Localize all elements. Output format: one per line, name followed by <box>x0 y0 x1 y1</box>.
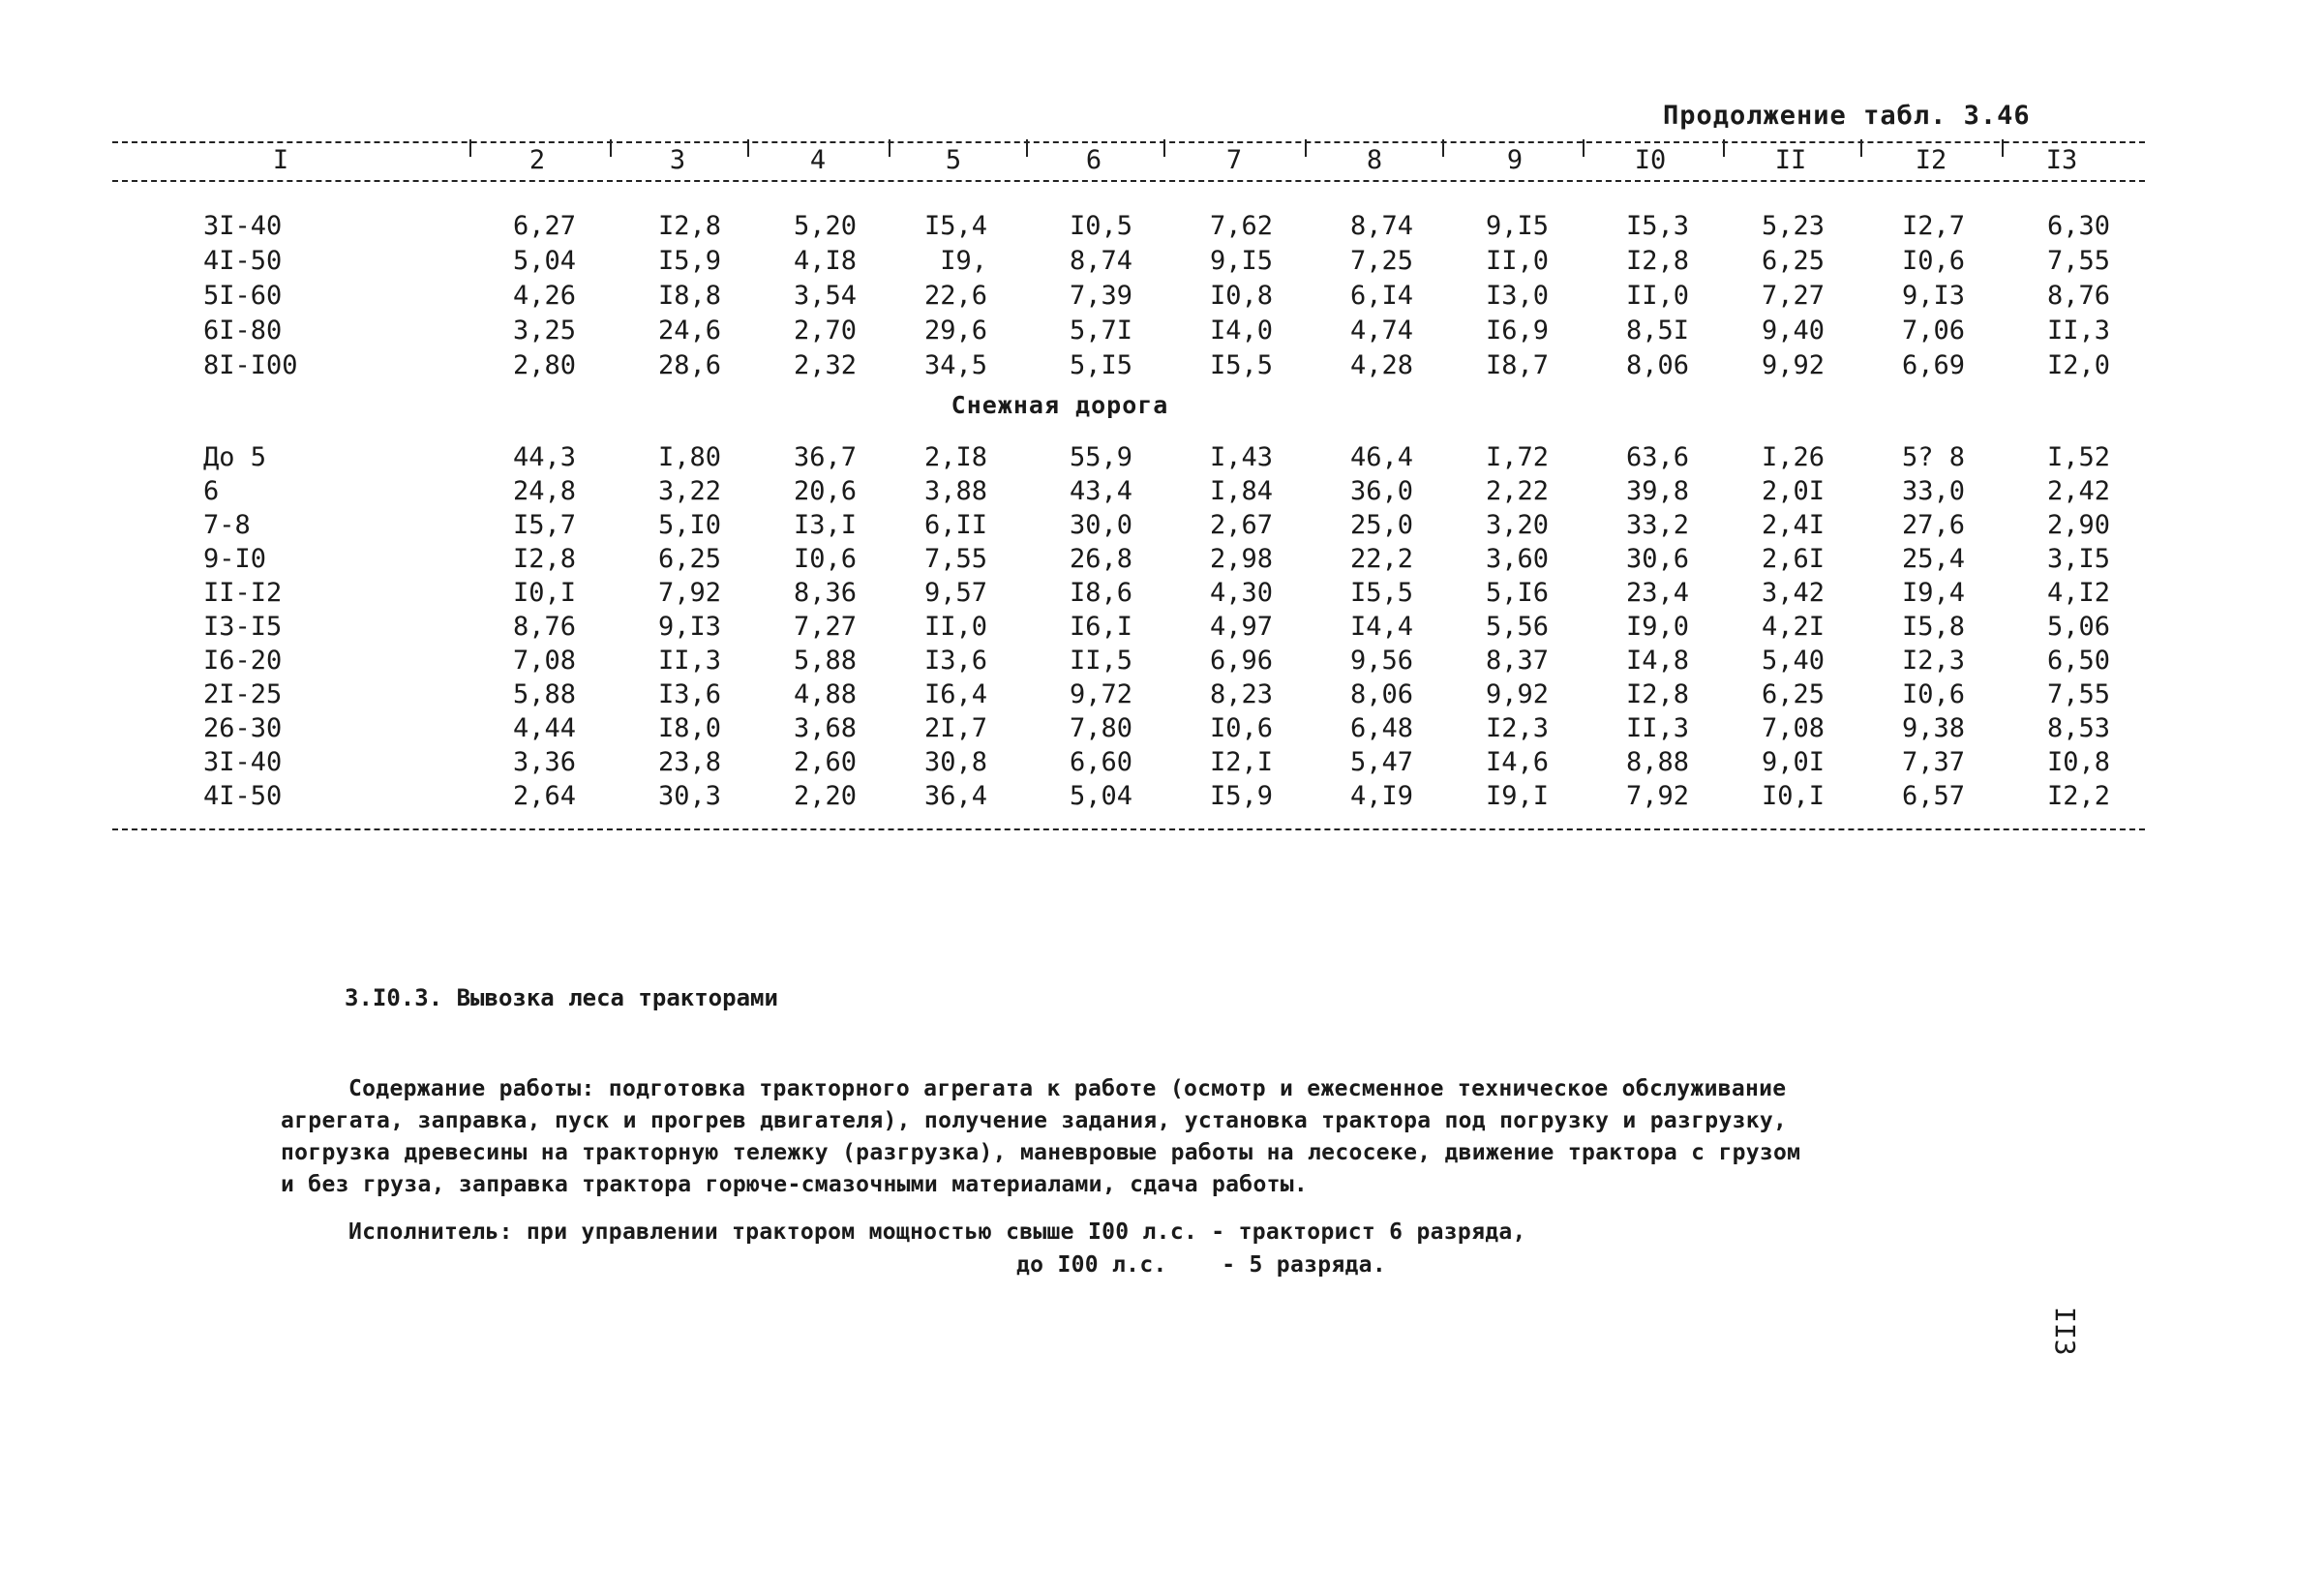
table-cell: 4,30 <box>1209 578 1273 608</box>
table-cell: 4,97 <box>1209 612 1273 642</box>
table-cell: 4,28 <box>1349 350 1413 380</box>
table-cell: I3,I <box>793 510 857 540</box>
table-cell: 29,6 <box>923 316 987 346</box>
table-cell: I0,5 <box>1069 211 1132 241</box>
table-cell: 8,37 <box>1485 646 1549 676</box>
table-cell: 9,92 <box>1761 350 1825 380</box>
table-cell: 2,67 <box>1209 510 1273 540</box>
column-header: I2 <box>1915 145 1947 175</box>
table-cell: I,72 <box>1485 442 1549 472</box>
table-cell: 4,44 <box>512 713 576 743</box>
table-cell: 27,6 <box>1901 510 1965 540</box>
table-cell: 5,04 <box>512 246 576 276</box>
table-cell: 3,60 <box>1485 544 1549 574</box>
table-cell: 9,0I <box>1761 747 1825 777</box>
table-cell: 9,I3 <box>1901 281 1965 311</box>
table-cell: 4,I2 <box>2046 578 2110 608</box>
table-cell: 6,50 <box>2046 646 2110 676</box>
table-cell: I0,I <box>512 578 576 608</box>
table-cell: 6,69 <box>1901 350 1965 380</box>
column-header: 9 <box>1506 145 1524 175</box>
table-cell: 33,0 <box>1901 476 1965 506</box>
column-header: 3 <box>669 145 686 175</box>
table-cell: I8,6 <box>1069 578 1132 608</box>
table-cell: I,43 <box>1209 442 1273 472</box>
section-heading: 3.I0.3. Вывозка леса тракторами <box>345 984 778 1011</box>
column-separator <box>1305 139 1307 157</box>
table-cell: 3,36 <box>512 747 576 777</box>
column-separator <box>469 139 471 157</box>
column-separator <box>1860 139 1862 157</box>
table-cell: 3,54 <box>793 281 857 311</box>
table-cell: 4,26 <box>512 281 576 311</box>
table-cell: 46,4 <box>1349 442 1413 472</box>
table-cell: 2,98 <box>1209 544 1273 574</box>
table-cell: 5,I0 <box>657 510 721 540</box>
table-cell: I5,9 <box>657 246 721 276</box>
table-cell: I9,I <box>1485 781 1549 811</box>
table-cell: I6,4 <box>923 679 987 709</box>
row-label: I6-20 <box>203 646 283 676</box>
table-cell: 5,20 <box>793 211 857 241</box>
row-label: 9-I0 <box>203 544 267 574</box>
executor-line-2: до I00 л.с. - 5 разряда. <box>1016 1252 1386 1278</box>
table-cell: I4,8 <box>1625 646 1689 676</box>
table-cell: 8,23 <box>1209 679 1273 709</box>
table-cell: 24,8 <box>512 476 576 506</box>
table-row <box>0 544 2324 575</box>
table-cell: 8,5I <box>1625 316 1689 346</box>
table-cell: 25,0 <box>1349 510 1413 540</box>
table-cell: 55,9 <box>1069 442 1132 472</box>
table-row <box>0 510 2324 541</box>
row-label: I3-I5 <box>203 612 283 642</box>
table-cell: 36,0 <box>1349 476 1413 506</box>
column-separator <box>747 139 749 157</box>
table-cell: 6,30 <box>2046 211 2110 241</box>
row-label: 6I-80 <box>203 316 283 346</box>
table-row <box>0 281 2324 312</box>
table-cell: 30,0 <box>1069 510 1132 540</box>
table-cell: 4,2I <box>1761 612 1825 642</box>
work-content-line-4: и без груза, заправка трактора горюче-смазочными материалами, сдача работы. <box>281 1172 1309 1197</box>
table-cell: I5,5 <box>1209 350 1273 380</box>
table-cell: 7,92 <box>657 578 721 608</box>
table-row <box>0 781 2324 812</box>
work-content-line-1: Содержание работы: подготовка тракторного агрегата к работе (осмотр и ежесменное техническое обслуживание <box>348 1076 1787 1101</box>
table-cell: 5,88 <box>512 679 576 709</box>
table-cell: 9,40 <box>1761 316 1825 346</box>
table-cell: 9,I5 <box>1485 211 1549 241</box>
table-cell: 7,55 <box>2046 246 2110 276</box>
table-cell: 20,6 <box>793 476 857 506</box>
column-header: 2 <box>528 145 546 175</box>
table-cell: 8,06 <box>1625 350 1689 380</box>
table-cell: 5,40 <box>1761 646 1825 676</box>
table-cell: 7,27 <box>1761 281 1825 311</box>
table-cell: 7,06 <box>1901 316 1965 346</box>
column-header: I3 <box>2045 145 2078 175</box>
table-row <box>0 612 2324 643</box>
table-cell: 8,74 <box>1069 246 1132 276</box>
table-cell: II,3 <box>2046 316 2110 346</box>
table-cell: I,26 <box>1761 442 1825 472</box>
table-cell: I9,4 <box>1901 578 1965 608</box>
table-cell: 6,II <box>923 510 987 540</box>
table-cell: I2,3 <box>1901 646 1965 676</box>
table-cell: 6,57 <box>1901 781 1965 811</box>
table-cell: I3,6 <box>923 646 987 676</box>
table-row <box>0 316 2324 346</box>
table-cell: 9,92 <box>1485 679 1549 709</box>
row-label: 3I-40 <box>203 747 283 777</box>
table-cell: 39,8 <box>1625 476 1689 506</box>
column-separator <box>1026 139 1028 157</box>
column-header: I0 <box>1634 145 1667 175</box>
table-row <box>0 646 2324 677</box>
table-cell: I2,3 <box>1485 713 1549 743</box>
row-label: 7-8 <box>203 510 251 540</box>
table-cell: II,3 <box>1625 713 1689 743</box>
table-cell: 2,80 <box>512 350 576 380</box>
row-label: 4I-50 <box>203 781 283 811</box>
table-cell: I5,3 <box>1625 211 1689 241</box>
table-cell: I8,7 <box>1485 350 1549 380</box>
table-cell: I8,8 <box>657 281 721 311</box>
table-cell: II,5 <box>1069 646 1132 676</box>
column-header: 4 <box>809 145 827 175</box>
row-label: 26-30 <box>203 713 283 743</box>
column-header: 6 <box>1085 145 1102 175</box>
table-cell: 5,23 <box>1761 211 1825 241</box>
table-header-row <box>0 145 2324 184</box>
table-cell: 4,I8 <box>793 246 857 276</box>
table-cell: 7,92 <box>1625 781 1689 811</box>
table-cell: 9,38 <box>1901 713 1965 743</box>
table-cell: I5,5 <box>1349 578 1413 608</box>
table-row <box>0 713 2324 744</box>
row-label: 4I-50 <box>203 246 283 276</box>
table-cell: 8,76 <box>2046 281 2110 311</box>
table-cell: 22,2 <box>1349 544 1413 574</box>
table-row <box>0 442 2324 473</box>
table-cell: 23,4 <box>1625 578 1689 608</box>
executor-line-1: Исполнитель: при управлении трактором мощностью свыше I00 л.с. - тракторист 6 разряда, <box>348 1219 1526 1245</box>
table-cell: 8,74 <box>1349 211 1413 241</box>
column-separator <box>1442 139 1444 157</box>
column-separator <box>610 139 612 157</box>
table-cell: 4,74 <box>1349 316 1413 346</box>
column-separator <box>1583 139 1585 157</box>
table-cell: 9,57 <box>923 578 987 608</box>
table-cell: 6,25 <box>1761 679 1825 709</box>
table-cell: 8,06 <box>1349 679 1413 709</box>
table-cell: I0,8 <box>1209 281 1273 311</box>
table-cell: I2,7 <box>1901 211 1965 241</box>
table-cell: I2,2 <box>2046 781 2110 811</box>
table-cell: 3,I5 <box>2046 544 2110 574</box>
table-cell: 5,I6 <box>1485 578 1549 608</box>
table-cell: 7,08 <box>512 646 576 676</box>
work-content-line-2: агрегата, заправка, пуск и прогрев двигателя), получение задания, установка трактора под погрузку и разгрузку, <box>281 1108 1788 1133</box>
page-number: II3 <box>2049 1307 2081 1356</box>
table-cell: 3,42 <box>1761 578 1825 608</box>
table-cell: 2,22 <box>1485 476 1549 506</box>
table-cell: 2,70 <box>793 316 857 346</box>
table-cell: 5,47 <box>1349 747 1413 777</box>
table-cell: 5,56 <box>1485 612 1549 642</box>
table-cell: 9,72 <box>1069 679 1132 709</box>
table-cell: I0,8 <box>2046 747 2110 777</box>
table-cell: II,3 <box>657 646 721 676</box>
table-cell: 7,62 <box>1209 211 1273 241</box>
column-header: I <box>272 145 289 175</box>
table-cell: 6,25 <box>657 544 721 574</box>
column-separator <box>889 139 890 157</box>
table-cell: I9,0 <box>1625 612 1689 642</box>
table-cell: 7,25 <box>1349 246 1413 276</box>
table-row <box>0 476 2324 507</box>
column-header: 7 <box>1225 145 1243 175</box>
table-cell: I4,4 <box>1349 612 1413 642</box>
table-cell: 8,53 <box>2046 713 2110 743</box>
table-cell: I5,4 <box>923 211 987 241</box>
table-row <box>0 350 2324 381</box>
table-cell: 43,4 <box>1069 476 1132 506</box>
table-cell: 7,80 <box>1069 713 1132 743</box>
table-cell: I2,8 <box>1625 246 1689 276</box>
column-separator <box>1723 139 1725 157</box>
table-cell: I5,8 <box>1901 612 1965 642</box>
table-cell: I3,0 <box>1485 281 1549 311</box>
table-row <box>0 679 2324 710</box>
table-cell: 6,25 <box>1761 246 1825 276</box>
table-cell: 6,I4 <box>1349 281 1413 311</box>
table-cell: 5,06 <box>2046 612 2110 642</box>
table-cell: 36,4 <box>923 781 987 811</box>
table-cell: I2,8 <box>657 211 721 241</box>
table-cell: 44,3 <box>512 442 576 472</box>
table-cell: 9,I5 <box>1209 246 1273 276</box>
table-cell: 3,20 <box>1485 510 1549 540</box>
section-title-snow-road: Снежная дорога <box>951 391 1169 419</box>
table-cell: I2,8 <box>1625 679 1689 709</box>
table-cell: 2,4I <box>1761 510 1825 540</box>
table-continuation-caption: Продолжение табл. 3.46 <box>1663 101 2031 131</box>
table-top-rule <box>112 141 2145 143</box>
table-cell: 6,27 <box>512 211 576 241</box>
table-cell: 28,6 <box>657 350 721 380</box>
table-cell: II,0 <box>923 612 987 642</box>
table-cell: II,0 <box>1625 281 1689 311</box>
table-cell: 24,6 <box>657 316 721 346</box>
table-row <box>0 578 2324 609</box>
table-cell: 9,56 <box>1349 646 1413 676</box>
column-separator <box>2002 139 2004 157</box>
table-cell: 2,60 <box>793 747 857 777</box>
table-cell: I8,0 <box>657 713 721 743</box>
table-cell: I4,6 <box>1485 747 1549 777</box>
table-cell: 4,88 <box>793 679 857 709</box>
table-cell: 2I,7 <box>923 713 987 743</box>
row-label: II-I2 <box>203 578 283 608</box>
table-cell: 3,68 <box>793 713 857 743</box>
table-cell: I5,7 <box>512 510 576 540</box>
column-separator <box>1163 139 1165 157</box>
table-cell: 63,6 <box>1625 442 1689 472</box>
table-cell: I6,I <box>1069 612 1132 642</box>
table-cell: 23,8 <box>657 747 721 777</box>
table-cell: 36,7 <box>793 442 857 472</box>
table-cell: 4,I9 <box>1349 781 1413 811</box>
table-cell: I0,6 <box>793 544 857 574</box>
table-cell: 7,39 <box>1069 281 1132 311</box>
table-cell: I0,6 <box>1901 679 1965 709</box>
table-cell: 7,08 <box>1761 713 1825 743</box>
table-cell: 30,8 <box>923 747 987 777</box>
table-cell: 2,0I <box>1761 476 1825 506</box>
table-cell: I4,0 <box>1209 316 1273 346</box>
table-cell: 8,36 <box>793 578 857 608</box>
table-cell: I,80 <box>657 442 721 472</box>
column-header: 8 <box>1366 145 1383 175</box>
table-cell: 6,48 <box>1349 713 1413 743</box>
table-cell: I0,I <box>1761 781 1825 811</box>
table-cell: 34,5 <box>923 350 987 380</box>
table-cell: 2,20 <box>793 781 857 811</box>
table-cell: 8,88 <box>1625 747 1689 777</box>
table-cell: 30,6 <box>1625 544 1689 574</box>
table-cell: 2,32 <box>793 350 857 380</box>
table-cell: 2,6I <box>1761 544 1825 574</box>
table-bottom-rule <box>112 828 2145 830</box>
table-cell: 30,3 <box>657 781 721 811</box>
table-cell: I2,I <box>1209 747 1273 777</box>
table-cell: I2,0 <box>2046 350 2110 380</box>
table-cell: 9,I3 <box>657 612 721 642</box>
table-cell: 2,I8 <box>923 442 987 472</box>
table-row <box>0 246 2324 277</box>
table-cell: I3,6 <box>657 679 721 709</box>
table-cell: I9, <box>940 246 987 276</box>
table-cell: I0,6 <box>1209 713 1273 743</box>
row-label: До 5 <box>203 442 267 472</box>
table-row <box>0 211 2324 242</box>
table-cell: 6,96 <box>1209 646 1273 676</box>
table-cell: 5,I5 <box>1069 350 1132 380</box>
table-cell: 2,90 <box>2046 510 2110 540</box>
work-content-line-3: погрузка древесины на тракторную тележку (разгрузка), маневровые работы на лесосеке, движение трактора с грузом <box>281 1140 1801 1165</box>
table-cell: 7,55 <box>2046 679 2110 709</box>
row-label: 2I-25 <box>203 679 283 709</box>
row-label: 5I-60 <box>203 281 283 311</box>
table-cell: 7,37 <box>1901 747 1965 777</box>
table-cell: 3,88 <box>923 476 987 506</box>
table-cell: 3,25 <box>512 316 576 346</box>
table-cell: 2,42 <box>2046 476 2110 506</box>
table-cell: 5? 8 <box>1901 442 1965 472</box>
column-header: 5 <box>945 145 962 175</box>
table-cell: II,0 <box>1485 246 1549 276</box>
table-cell: 5,7I <box>1069 316 1132 346</box>
table-cell: 6,60 <box>1069 747 1132 777</box>
table-cell: 5,88 <box>793 646 857 676</box>
table-cell: 7,55 <box>923 544 987 574</box>
table-cell: I5,9 <box>1209 781 1273 811</box>
table-cell: 3,22 <box>657 476 721 506</box>
table-cell: I0,6 <box>1901 246 1965 276</box>
row-label: 3I-40 <box>203 211 283 241</box>
table-cell: 7,27 <box>793 612 857 642</box>
row-label: 8I-I00 <box>203 350 298 380</box>
table-cell: 8,76 <box>512 612 576 642</box>
table-cell: 22,6 <box>923 281 987 311</box>
table-cell: 2,64 <box>512 781 576 811</box>
table-cell: 25,4 <box>1901 544 1965 574</box>
table-cell: 26,8 <box>1069 544 1132 574</box>
column-header: II <box>1774 145 1807 175</box>
table-cell: I6,9 <box>1485 316 1549 346</box>
table-cell: I,84 <box>1209 476 1273 506</box>
table-cell: I,52 <box>2046 442 2110 472</box>
row-label: 6 <box>203 476 220 506</box>
table-cell: 33,2 <box>1625 510 1689 540</box>
table-cell: 5,04 <box>1069 781 1132 811</box>
table-row <box>0 747 2324 778</box>
table-cell: I2,8 <box>512 544 576 574</box>
